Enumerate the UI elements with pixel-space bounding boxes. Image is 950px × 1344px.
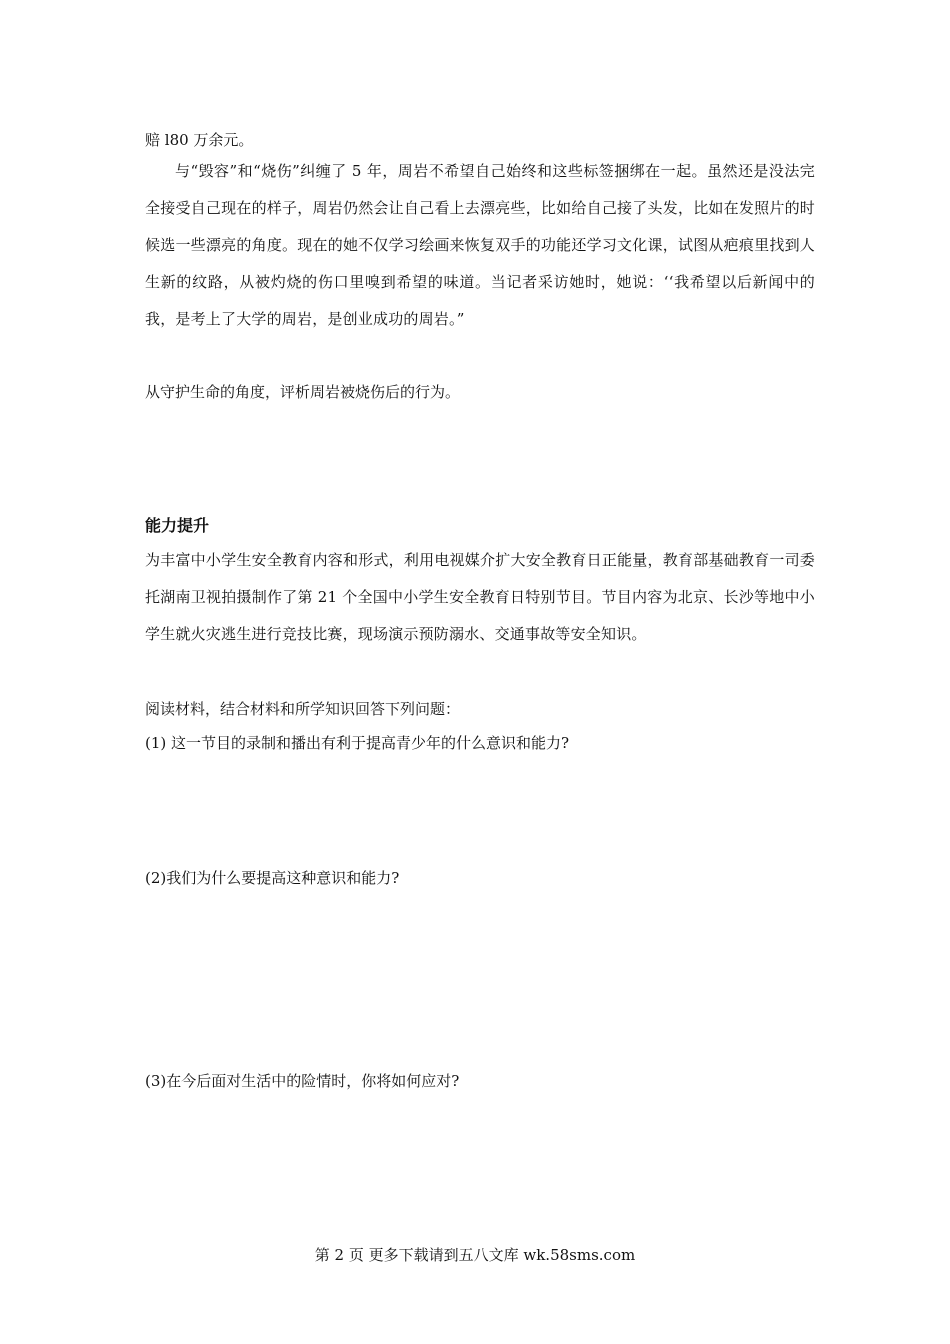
paragraph-1-tail: 赔 l80 万余元。 [145, 131, 254, 149]
page-footer: 第 2 页 更多下载请到五八文库 wk.58sms.com [314, 1246, 636, 1264]
section-heading: 能力提升 [145, 516, 210, 535]
paragraph-2: 与“毁容”和“烧伤”纠缠了 5 年，周岩不希望自己始终和这些标签捆绑在一起。虽然还是没法完全接受自己现在的样子，周岩仍然会让自己看上去漂亮些，比如给自己接了头发，比如在发照片的时候选一些漂亮的角度。现在的她不仅学习绘画来恢复双手的功能还学习文化课，试图从疤痕里找到人生新的纹路，从被灼烧的伤口里嗅到希望的味道。当记者采访她时，她说：‘‘我希望以后新闻中的我，是考上了大学的周岩，是创业成功的周岩。” [145, 162, 815, 328]
instruction-line: 阅读材料，结合材料和所学知识回答下列问题： [145, 700, 461, 718]
material-paragraph: 为丰富中小学生安全教育内容和形式，利用电视媒介扩大安全教育日正能量，教育部基础教育一司委托湖南卫视拍摄制作了第 21 个全国中小学生安全教育日特别节目。节目内容为北京、长沙等地中小学生就火灾逃生进行竞技比赛，现场演示预防溺水、交通事故等安全知识。 [145, 551, 815, 643]
question-2: (2)我们为什么要提高这种意识和能力? [145, 869, 400, 887]
question-3: (3)在今后面对生活中的险情时，你将如何应对? [145, 1072, 460, 1090]
question-1: (1) 这一节目的录制和播出有利于提高青少年的什么意识和能力? [145, 734, 570, 752]
question-essay: 从守护生命的角度，评析周岩被烧伤后的行为。 [145, 383, 461, 401]
